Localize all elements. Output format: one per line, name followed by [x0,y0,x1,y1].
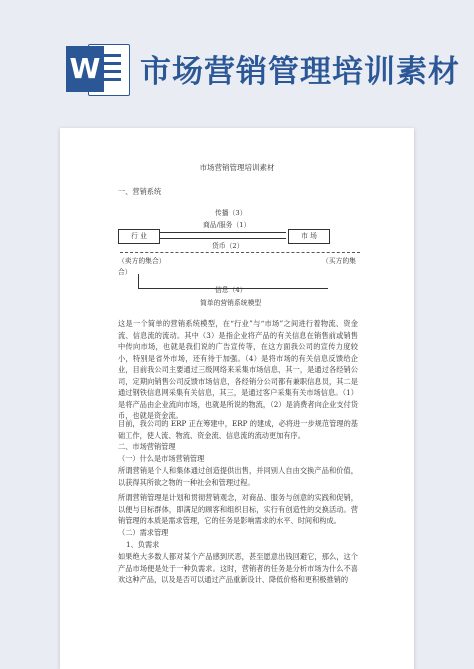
diagram-note-buyers-cont: 合） [118,268,132,276]
diagram-label-goods: 商品/服务（1） [203,221,251,229]
diagram-box-market: 市 场 [288,229,330,244]
diagram-arrow-money [160,238,286,239]
paragraph: 如果绝大多数人都对某个产品感到厌恶，甚至愿意出钱回避它，那么，这个产品市场便是处于一种负需求。这时，营销者的任务是分析市场为什么不喜欢这种产品，以及是否可以通过产品重新设计、降低价格和更积极推销的 [118,552,358,584]
word-badge: W [66,46,104,92]
paragraph: 这是一个简单的营销系统模型，在“行业”与“市场”之间进行着物流、资金流、信息流的流动。其中（3）是指企业将产品的有关信息在销售前或销售中传向市场，也就是我们说的广告宣传等，在这方面我公司的宣传力度较小，特别是省外市场，还有待于加强。（4）是将市场的有关信息反馈给企业，目前我公司主要通过三级网络来采集市场信息，其一，是通过各经销公司，定期向销售公司反馈市场信息，各经销分公司都有兼职信息员，其二是通过钢铁信息网采集有关信息，其三，是通过客户采集有关市场信息。（1）是将产品由企业流向市场，也就是所说的物流，（2）是消费者向企业支付货币，也就是资金流。 [118,319,358,420]
diagram-note-buyers: （买方的集 [322,257,356,265]
section-heading: 二、市场营销管理 [118,442,176,451]
paragraph: 所谓营销是个人和集体通过创造提供出售，并同别人自由交换产品和价值，以获得其所欲之物的一种社会和管理过程。 [118,466,358,487]
subsection-heading: 1、负需求 [126,540,160,549]
diagram-label-money: 货币（2） [212,242,244,250]
diagram-caption: 简单的营销系统模型 [200,299,262,307]
word-document-icon [66,40,128,98]
paragraph: 目前，我公司的 ERP 正在筹建中，ERP 的建成，必将进一步规范管理的基础工作，使人流、物流、资金流、信息流的流动更加有序。 [118,419,358,440]
subsection-heading: （二）需求管理 [118,528,169,537]
section-heading: 一、营销系统 [118,187,162,196]
diagram-arrow-info-up [138,274,139,288]
diagram-label-communication: 传播（3） [215,209,247,217]
diagram-note-sellers: （卖方的集合） [118,257,166,265]
banner [0,0,474,110]
diagram-label-info: 信息（4） [215,286,247,294]
document-title: 市场营销管理培训素材 [199,163,275,172]
banner-title: 市场营销管理培训素材 [140,54,460,90]
document-page [60,128,414,669]
paragraph: 所谓营销管理是计划和贯彻营销观念，对商品、服务与创意的实践和促销，以便与目标群体，即满足的顾客和组织目标，实行有创造性的交换活动。营销管理的本质是需求管理，它的任务是影响需求的水平、时间和构成。 [118,493,358,525]
subsection-heading: （一）什么是市场营销管理 [118,454,205,463]
diagram-dashed-line [120,252,360,253]
diagram-arrow-goods [160,232,286,233]
diagram-box-industry: 行 业 [118,229,160,244]
